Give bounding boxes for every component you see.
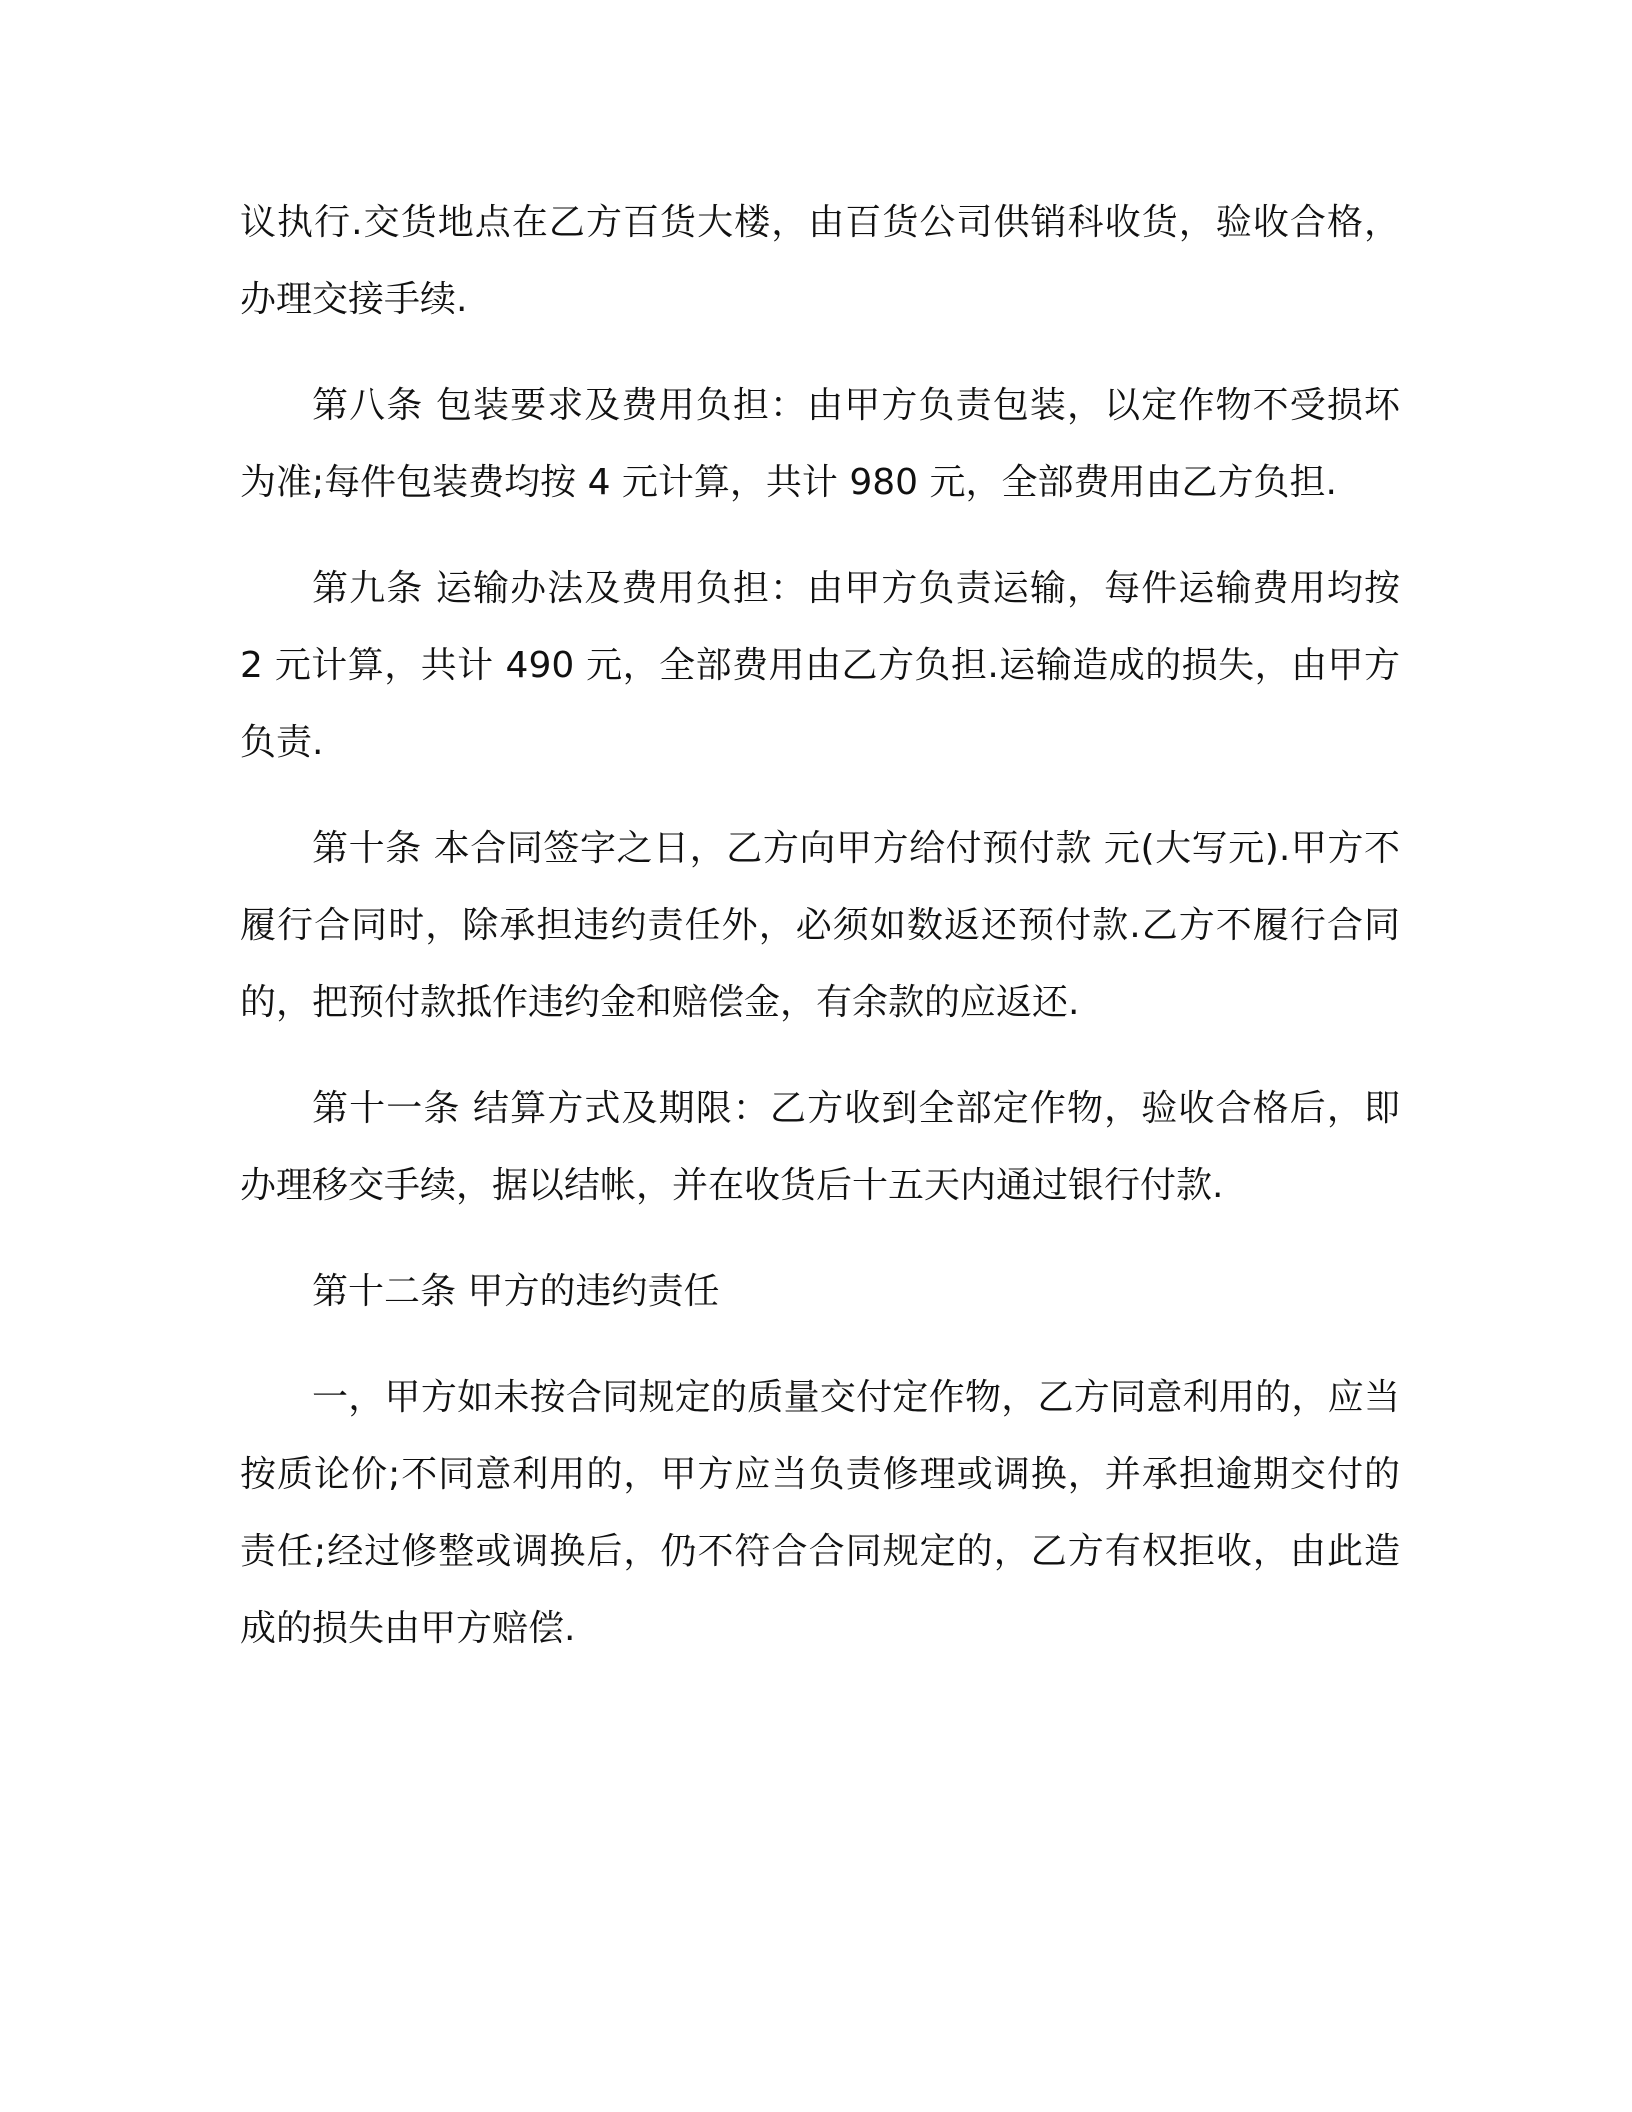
paragraph-article-8-packaging: 第八条 包装要求及费用负担：由甲方负责包装，以定作物不受损坏为准;每件包装费均按 4 元计算，共计 980 元，全部费用由乙方负担. bbox=[240, 385, 1400, 503]
document-body bbox=[240, 184, 1400, 1696]
paragraph-delivery-continued: 议执行.交货地点在乙方百货大楼，由百货公司供销科收货，验收合格，办理交接手续. bbox=[240, 202, 1400, 320]
paragraph-article-12-item-1: 一，甲方如未按合同规定的质量交付定作物，乙方同意利用的，应当按质论价;不同意利用的，甲方应当负责修理或调换，并承担逾期交付的责任;经过修整或调换后，仍不符合合同规定的，乙方有权拒收，由此造成的损失由甲方赔偿. bbox=[240, 1377, 1400, 1649]
paragraph-article-11-settlement: 第十一条 结算方式及期限：乙方收到全部定作物，验收合格后，即办理移交手续，据以结帐，并在收货后十五天内通过银行付款. bbox=[240, 1088, 1400, 1206]
paragraph-article-10-prepayment: 第十条 本合同签字之日，乙方向甲方给付预付款 元(大写元).甲方不履行合同时，除承担违约责任外，必须如数返还预付款.乙方不履行合同的，把预付款抵作违约金和赔偿金，有余款的应返还. bbox=[240, 828, 1400, 1023]
paragraph-article-9-transport: 第九条 运输办法及费用负担：由甲方负责运输，每件运输费用均按 2 元计算，共计 490 元，全部费用由乙方负担.运输造成的损失，由甲方负责. bbox=[240, 568, 1400, 763]
paragraph-article-12-heading: 第十二条 甲方的违约责任 bbox=[312, 1271, 720, 1312]
